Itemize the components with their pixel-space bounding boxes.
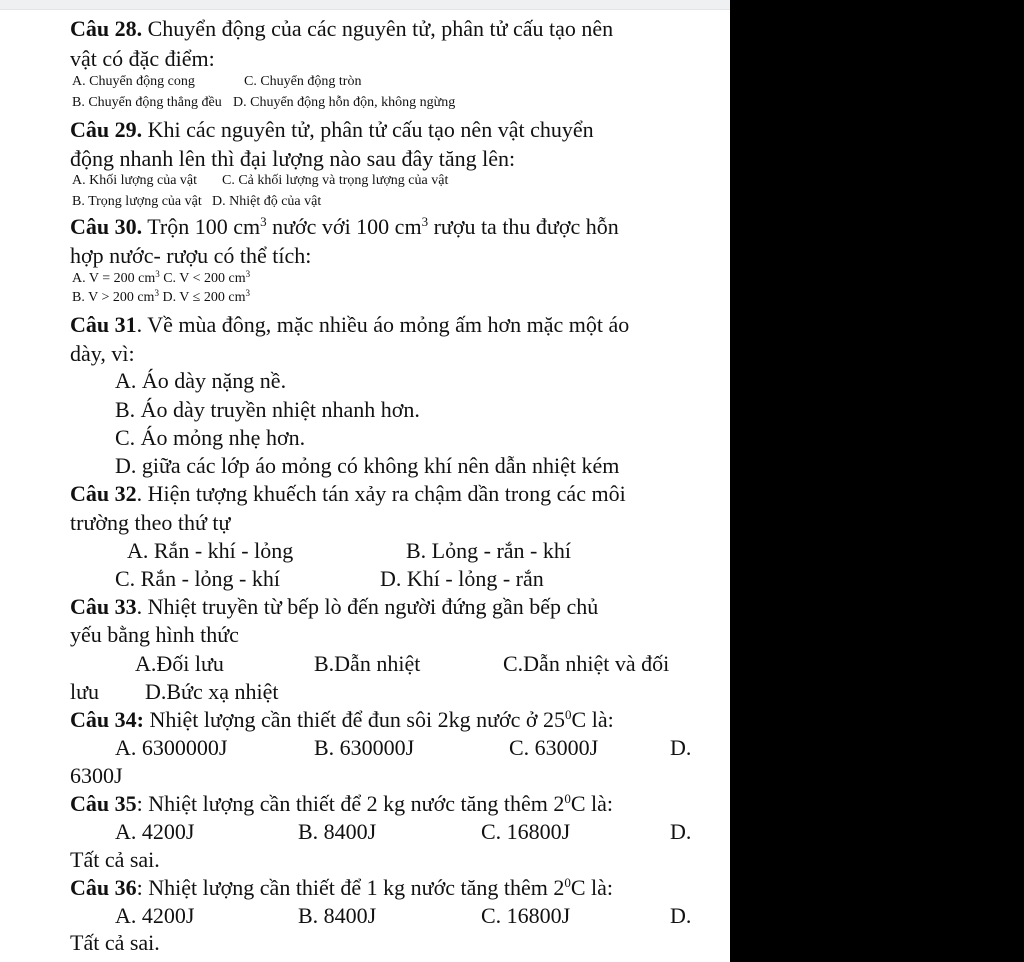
q36-option-d-value: Tất cả sai.: [70, 930, 160, 955]
q33-option-d: D.Bức xạ nhiệt: [145, 679, 279, 704]
q32-option-a: A. Rắn - khí - lỏng: [127, 538, 294, 563]
q36-option-a: A. 4200J: [115, 903, 195, 928]
q30-stem-line2: hợp nước- rượu có thể tích:: [70, 243, 312, 268]
q36-option-c: C. 16800J: [481, 903, 571, 928]
q33-option-a: A.Đối lưu: [135, 651, 224, 676]
q31-option-a: A. Áo dày nặng nề.: [115, 368, 287, 393]
q31-stem-line2: dày, vì:: [70, 341, 135, 366]
black-margin-panel: [730, 0, 1024, 962]
q28-option-d: D. Chuyển động hỗn độn, không ngừng: [233, 95, 456, 110]
q30-options-bd: B. V > 200 $cm^3$ D. V ≤ 200 $cm^3$: [72, 288, 250, 305]
q32-option-d: D. Khí - lỏng - rắn: [380, 566, 544, 591]
q30-options-ac: A. V = 200 $cm^3$ C. V < 200 $cm^3$: [72, 269, 251, 286]
q33-option-b: B.Dẫn nhiệt: [314, 651, 421, 676]
q29-option-a: A. Khối lượng của vật: [72, 173, 198, 188]
q32-stem-line1: Câu 32. Hiện tượng khuếch tán xảy ra chậm dần trong các môi: [70, 481, 626, 506]
q28-stem-line2: vật có đặc điểm:: [70, 46, 215, 71]
top-toolbar-strip: [0, 0, 730, 10]
q28-stem-line1: Câu 28. Chuyển động của các nguyên tử, phân tử cấu tạo nên: [70, 16, 614, 41]
q36-stem: Câu 36: Nhiệt lượng cần thiết để 1 kg nước tăng thêm $2^0C$ là:: [70, 875, 614, 900]
q35-option-c: C. 16800J: [481, 819, 571, 844]
q31-option-c: C. Áo mỏng nhẹ hơn.: [115, 425, 306, 450]
q29-stem-line2: động nhanh lên thì đại lượng nào sau đây tăng lên:: [70, 146, 516, 171]
q29-option-d: D. Nhiệt độ của vật: [212, 194, 322, 209]
q35-option-d-label: D.: [670, 819, 692, 844]
q33-stem-line2: yếu bằng hình thức: [70, 622, 239, 647]
q33-option-c-cont: lưu: [70, 679, 100, 704]
q31-stem-line1: Câu 31. Về mùa đông, mặc nhiều áo mỏng ấm hơn mặc một áo: [70, 312, 630, 337]
q33-option-c: C.Dẫn nhiệt và đối: [503, 651, 670, 676]
q35-stem: Câu 35: Nhiệt lượng cần thiết để 2 kg nước tăng thêm $2^0C$ là:: [70, 791, 614, 816]
q34-option-b: B. 630000J: [314, 735, 415, 760]
q31-option-b: B. Áo dày truyền nhiệt nhanh hơn.: [115, 397, 420, 422]
q35-option-d-value: Tất cả sai.: [70, 847, 160, 872]
q28-option-b: B. Chuyển động thẳng đều: [72, 95, 222, 110]
q34-option-d-value: 6300J: [70, 763, 123, 788]
q29-option-c: C. Cả khối lượng và trọng lượng của vật: [222, 173, 449, 188]
q34-option-c: C. 63000J: [509, 735, 599, 760]
q32-option-c: C. Rắn - lỏng - khí: [115, 566, 280, 591]
q33-stem-line1: Câu 33. Nhiệt truyền từ bếp lò đến người đứng gần bếp chủ: [70, 594, 599, 619]
q35-option-b: B. 8400J: [298, 819, 377, 844]
q29-stem-line1: Câu 29. Khi các nguyên tử, phân tử cấu tạo nên vật chuyển: [70, 117, 594, 142]
q31-option-d: D. giữa các lớp áo mỏng có không khí nên dẫn nhiệt kém: [115, 453, 620, 478]
q34-option-a: A. 6300000J: [115, 735, 228, 760]
q30-stem-line1: Câu 30. Trộn 100 $cm^3$ nước với 100 $cm^3$ rượu ta thu được hỗn: [70, 214, 619, 239]
q29-option-b: B. Trọng lượng của vật: [72, 194, 202, 209]
q36-option-d-label: D.: [670, 903, 692, 928]
q35-option-a: A. 4200J: [115, 819, 195, 844]
q34-option-d-label: D.: [670, 735, 692, 760]
q36-option-b: B. 8400J: [298, 903, 377, 928]
q32-option-b: B. Lỏng - rắn - khí: [406, 538, 571, 563]
q32-stem-line2: trường theo thứ tự: [70, 510, 231, 535]
q28-option-c: C. Chuyển động tròn: [244, 74, 362, 89]
q28-option-a: A. Chuyển động cong: [72, 74, 195, 89]
q34-stem: Câu 34: Nhiệt lượng cần thiết để đun sôi 2kg nước ở $25^0C$ là:: [70, 707, 614, 732]
